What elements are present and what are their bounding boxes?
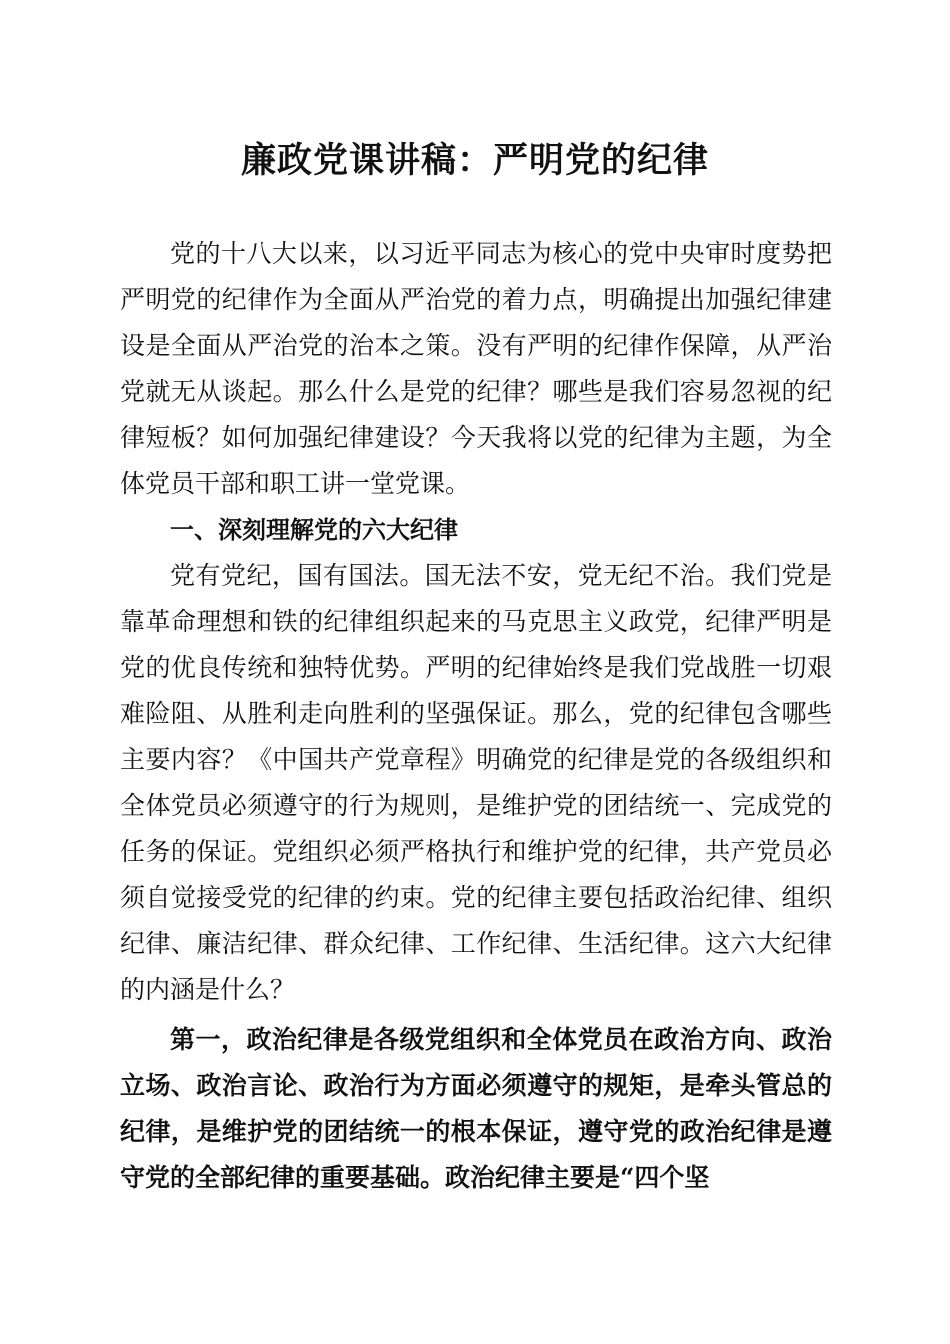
section-1-paragraph-2: 第一，政治纪律是各级党组织和全体党员在政治方向、政治立场、政治言论、政治行为方面必须遵守的规矩，是牵头管总的纪律，是维护党的团结统一的根本保证，遵守党的政治纪律是遵守党的全部纪律的重要基础。政治纪律主要是“四个坚 [120,1025,832,1192]
intro-paragraph: 党的十八大以来，以习近平同志为核心的党中央审时度势把严明党的纪律作为全面从严治党的着力点，明确提出加强纪律建设是全面从严治党的治本之策。没有严明的纪律作保障，从严治党就无从谈起。那么什么是党的纪律？哪些是我们容易忽视的纪律短板？如何加强纪律建设？今天我将以党的纪律为主题，为全体党员干部和职工讲一堂党课。 [120,239,832,498]
section-heading-1: 一、深刻理解党的六大纪律 [170,516,458,544]
section-1-paragraph-1: 党有党纪，国有国法。国无法不安，党无纪不治。我们党是靠革命理想和铁的纪律组织起来的马克思主义政党，纪律严明是党的优良传统和独特优势。严明的纪律始终是我们党战胜一切艰难险阻、从胜利走向胜利的坚强保证。那么，党的纪律包含哪些主要内容？《中国共产党章程》明确党的纪律是党的各级组织和全体党员必须遵守的行为规则，是维护党的团结统一、完成党的任务的保证。党组织必须严格执行和维护党的纪律，共产党员必须自觉接受党的纪律的约束。党的纪律主要包括政治纪律、组织纪律、廉洁纪律、群众纪律、工作纪律、生活纪律。这六大纪律的内涵是什么？ [120,561,832,1004]
document-title: 廉政党课讲稿：严明党的纪律 [240,140,709,181]
document-body [120,231,832,1201]
